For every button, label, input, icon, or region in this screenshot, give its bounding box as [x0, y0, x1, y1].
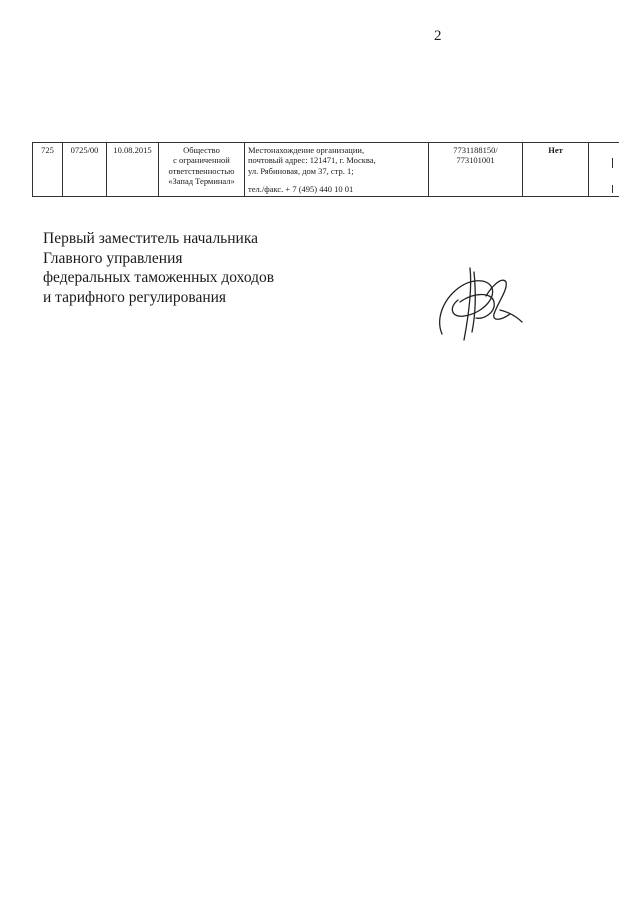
organization-line: «Запад Терминал» — [168, 176, 235, 187]
phone-line: тел./факс. + 7 (495) 440 10 01 — [248, 184, 354, 195]
inn-line: 7731188150/ — [453, 145, 498, 155]
table-edge-mark — [612, 185, 613, 193]
organization-line: Общество — [183, 145, 220, 155]
organization-line: с ограниченной — [173, 155, 230, 166]
signatory-line: Первый заместитель начальника — [43, 230, 259, 247]
empty-cell — [589, 143, 619, 197]
signatory-title — [43, 229, 274, 307]
page-number: 2 — [434, 28, 442, 44]
signatory-line: и тарифного регулирования — [43, 288, 227, 306]
date-cell: 10.08.2015 — [107, 143, 159, 197]
row-number-cell: 725 — [33, 143, 63, 197]
registry-table — [32, 142, 619, 197]
registration-code-cell: 0725/00 — [63, 143, 107, 197]
address-cell — [245, 143, 429, 197]
organization-cell — [159, 143, 245, 197]
signatory-line: федеральных таможенных доходов — [43, 269, 275, 286]
address-line: почтовый адрес: 121471, г. Москва, — [248, 155, 376, 166]
organization-line: ответственностью — [168, 165, 235, 176]
address-line: Местонахождение организации, — [248, 145, 365, 155]
table-row — [33, 143, 619, 197]
flag-cell: Нет — [523, 143, 589, 197]
handwritten-signature — [430, 262, 525, 344]
address-line: ул. Рябиновая, дом 37, стр. 1; — [248, 165, 354, 176]
table-edge-mark — [612, 158, 613, 168]
signatory-line: Главного управления — [43, 249, 183, 267]
kpp-line: 773101001 — [456, 155, 495, 166]
inn-kpp-cell — [429, 143, 523, 197]
